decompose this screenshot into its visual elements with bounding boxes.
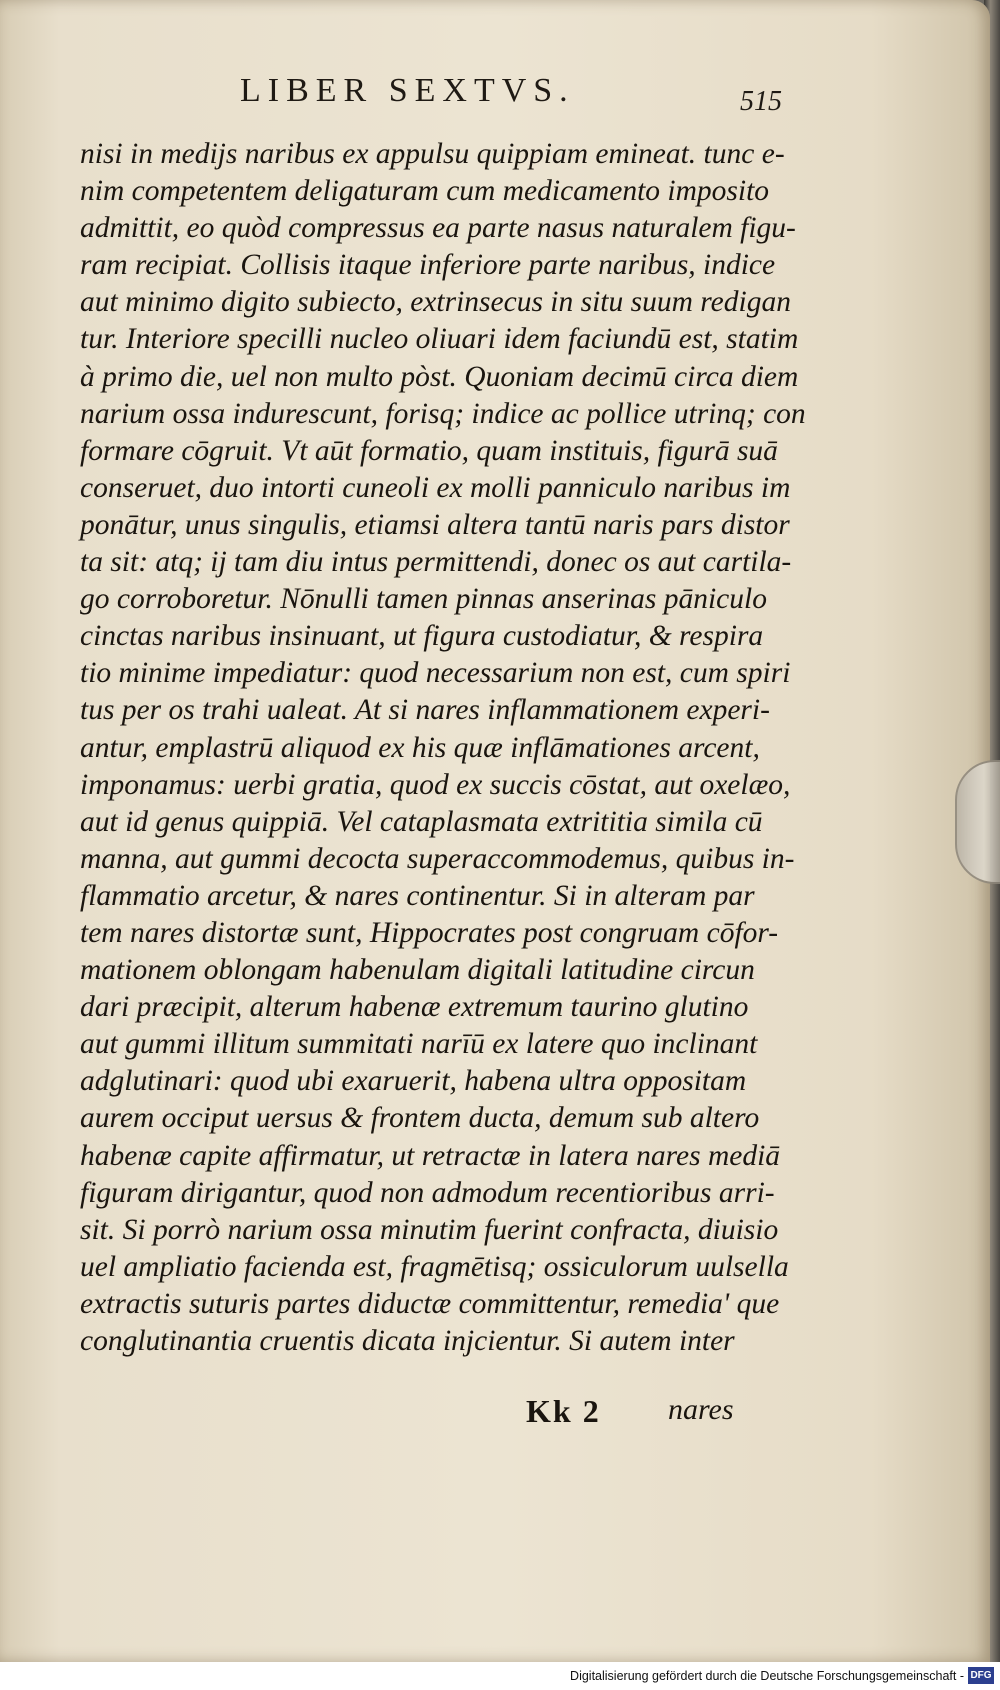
text-line: tem nares distortæ sunt, Hippocrates post congruam cōfor- [80,916,779,949]
text-line: aut id genus quippiā. Vel cataplasmata extrititia simila cū [80,805,763,838]
running-head: LIBER SEXTVS. [240,72,575,109]
text-line: adglutinari: quod ubi exaruerit, habena ultra oppositam [80,1065,747,1098]
digitization-credit: Digitalisierung gefördert durch die Deutsche Forschungsgemeinschaft - [570,1669,964,1683]
text-line: nisi in medijs naribus ex appulsu quippiam emineat. tunc e- [80,138,785,170]
text-line: mationem oblongam habenulam digitali latitudine circun [80,954,755,987]
text-line: antur, emplastrū aliquod ex his quæ inflāmationes arcent, [80,731,760,764]
text-line: conglutinantia cruentis dicata injcientur. Si autem inter [80,1325,735,1357]
text-line: cinctas naribus insinuant, ut figura custodiatur, & respira [80,620,764,653]
text-line: conseruet, duo intorti cuneoli ex molli panniculo naribus im [80,471,791,504]
page-number: 515 [740,86,782,117]
text-line: figuram dirigantur, quod non admodum recentioribus arri- [80,1176,775,1209]
text-line: formare cōgruit. Vt aūt formatio, quam instituis, figurā suā [80,434,778,467]
dfg-logo: DFG [968,1667,994,1684]
text-line: tus per os trahi ualeat. At si nares inflammationem experi- [80,694,770,727]
text-line: narium ossa indurescunt, forisq; indice ac pollice utrinq; con [80,397,806,430]
text-line: tio minime impediatur: quod necessarium non est, cum spiri [80,657,791,690]
signature-mark: Kk 2 [526,1393,601,1429]
text-line: manna, aut gummi decocta superaccommodemus, quibus in- [80,842,795,875]
text-line: dari præcipit, alterum habenæ extremum taurino glutino [80,991,749,1024]
text-line: extractis suturis partes diductæ committentur, remedia' que [80,1287,780,1320]
text-line: ram recipiat. Collisis itaque inferiore parte naribus, indice [80,249,776,282]
text-line: imponamus: uerbi gratia, quod ex succis cōstat, aut oxelæo, [80,768,791,801]
text-line: aut gummi illitum summitati narīū ex latere quo inclinant [80,1028,758,1061]
page-clip [955,760,1000,884]
text-line: ponātur, unus singulis, etiamsi altera tantū naris pars distor [80,508,790,541]
text-line: nim competentem deligaturam cum medicamento imposito [80,175,770,208]
text-line: à primo die, uel non multo pòst. Quoniam decimū circa diem [80,360,799,393]
catchword: nares [668,1393,734,1426]
text-line: admittit, eo quòd compressus ea parte nasus naturalem figu- [80,212,796,245]
text-line: go corroboretur. Nōnulli tamen pinnas anserinas pāniculo [80,583,767,616]
text-line: aut minimo digito subiecto, extrinsecus in situ suum redigan [80,286,791,319]
text-line: sit. Si porrò narium ossa minutim fuerint confracta, diuisio [80,1213,779,1246]
text-line: tur. Interiore specilli nucleo oliuari idem faciundū est, statim [80,323,799,356]
text-line: ta sit: atq; ij tam diu intus permittendi, donec os aut cartila- [80,546,792,579]
text-line: flammatio arcetur, & nares continentur. Si in alteram par [80,879,755,912]
body-text [80,136,806,1360]
text-line: habenæ capite affirmatur, ut retractæ in latera nares mediā [80,1139,781,1172]
text-line: aurem occiput uersus & frontem ducta, demum sub altero [80,1102,760,1135]
text-line: uel ampliatio facienda est, fragmētisq; ossiculorum uulsella [80,1250,789,1283]
